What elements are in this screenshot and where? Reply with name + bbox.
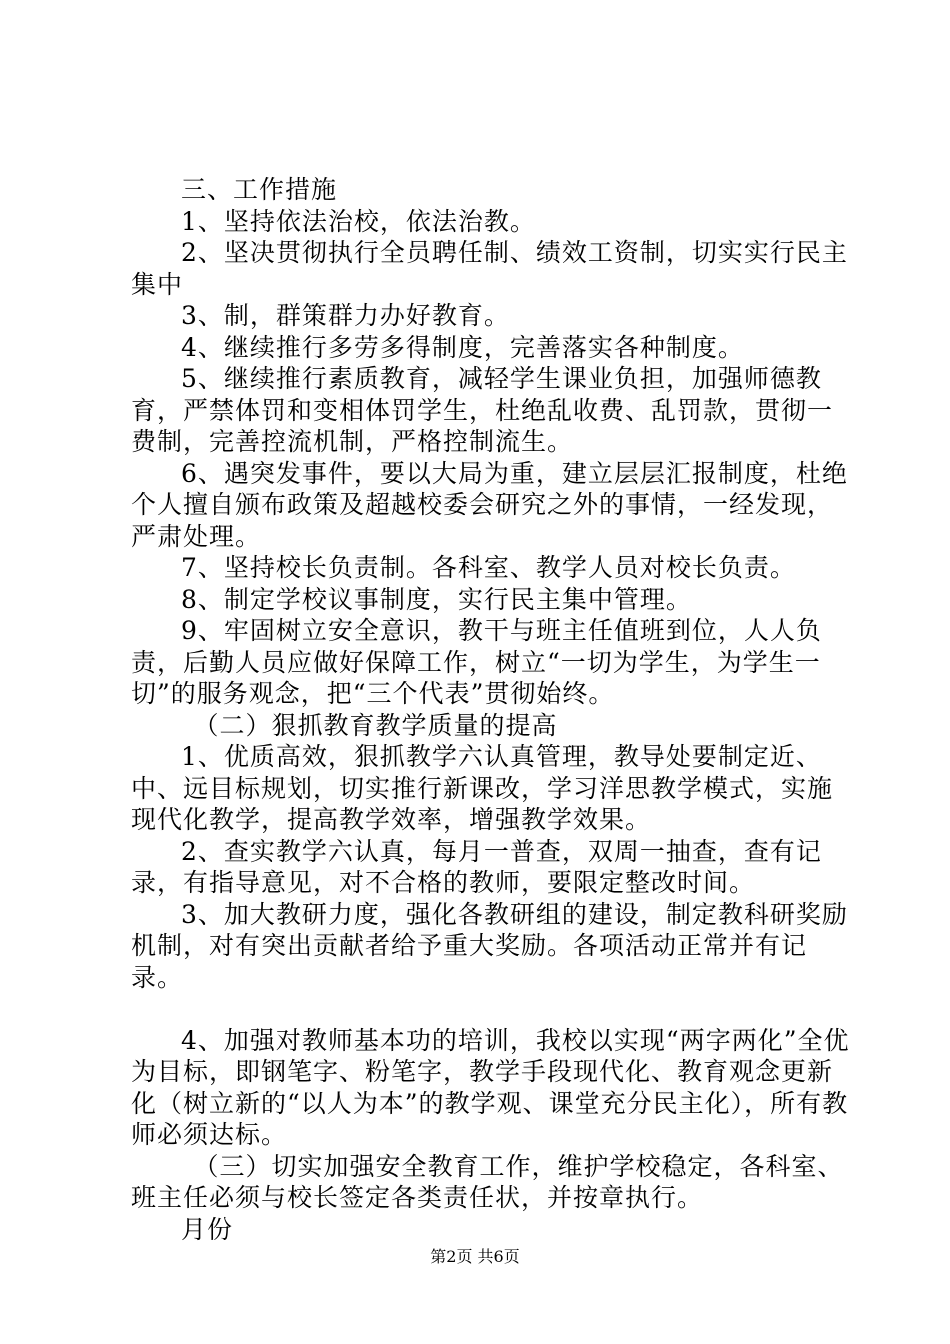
- blank-line: [131, 993, 851, 1025]
- measure-item-4: 4、继续推行多劳多得制度，完善落实各种制度。: [181, 332, 744, 362]
- quality-item-3: 3、加大教研力度，强化各教研组的建设，制定教科研奖励机制，对有突出贡献者给予重大奖励。各项活动正常并有记录。: [131, 899, 848, 992]
- measure-item-8: 8、制定学校议事制度，实行民主集中管理。: [181, 584, 692, 614]
- measure-item-2: 2、坚决贯彻执行全员聘任制、绩效工资制，切实实行民主集中: [131, 238, 848, 299]
- section-heading-measures: 三、工作措施: [181, 175, 338, 204]
- quality-item-4: 4、加强对教师基本功的培训，我校以实现“两字两化”全优为目标，即钢笔字、粉笔字，教学手段现代化、教育观念更新化（树立新的“以人为本”的教学观、课堂充分民主化），所有教师必须达标。: [131, 1025, 850, 1149]
- subsection-heading-safety: （三）切实加强安全教育工作，维护学校稳定，各科室、班主任必须与校长签定各类责任状，并按章执行。: [131, 1151, 844, 1212]
- measure-item-5: 5、继续推行素质教育，减轻学生课业负担，加强师德教育，严禁体罚和变相体罚学生，杜绝乱收费、乱罚款，贯彻一费制，完善控流机制，严格控制流生。: [131, 364, 834, 456]
- document-body: [131, 174, 851, 1245]
- measure-item-6: 6、遇突发事件，要以大局为重，建立层层汇报制度，杜绝个人擅自颁布政策及超越校委会研究之外的事情，一经发现，严肃处理。: [131, 458, 848, 551]
- subsection-heading-quality: （二）狠抓教育教学质量的提高: [193, 710, 558, 740]
- quality-item-2: 2、查实教学六认真，每月一普查，双周一抽查，查有记录，有指导意见，对不合格的教师，要限定整改时间。: [131, 836, 822, 897]
- month-label: 月份: [181, 1214, 234, 1244]
- measure-item-3: 3、制，群策群力办好教育。: [181, 301, 510, 330]
- measure-item-1: 1、坚持依法治校，依法治教。: [181, 206, 536, 236]
- measure-item-9: 9、牢固树立安全意识，教干与班主任值班到位，人人负责，后勤人员应做好保障工作，树立“一切为学生，为学生一切”的服务观念，把“三个代表”贯彻始终。: [131, 616, 822, 708]
- page-number-footer: 第2页 共6页: [430, 1247, 520, 1266]
- quality-item-1: 1、优质高效，狠抓教学六认真管理，教导处要制定近、中、远目标规划，切实推行新课改，学习洋思教学模式，实施现代化教学，提高教学效率，增强教学效果。: [131, 742, 834, 834]
- measure-item-7: 7、坚持校长负责制。各科室、教学人员对校长负责。: [181, 553, 796, 582]
